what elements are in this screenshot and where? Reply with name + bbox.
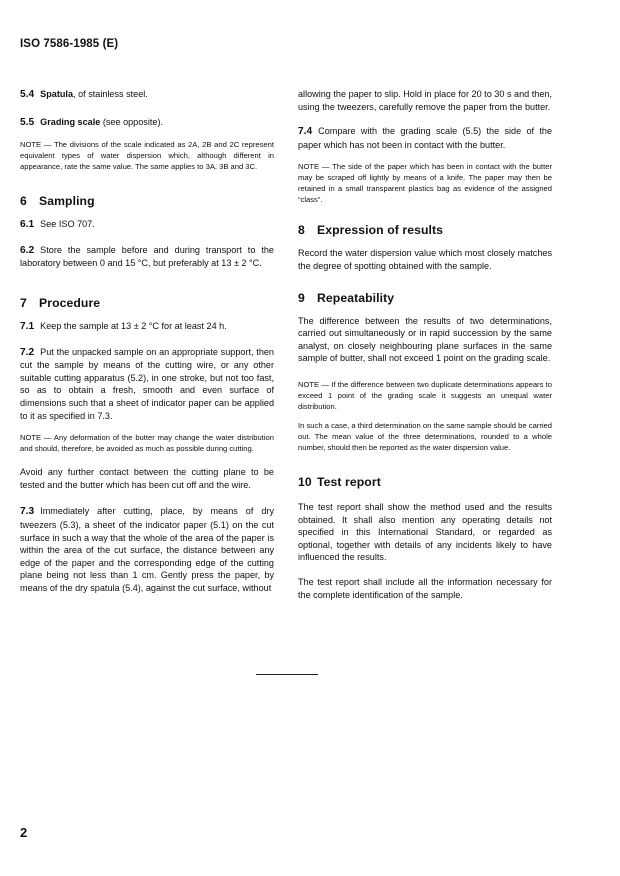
heading-expression-of-results	[298, 223, 552, 237]
heading-repeatability	[298, 291, 552, 305]
clause-5-4	[20, 88, 274, 102]
heading-title: Procedure	[39, 295, 101, 310]
clause-text: Store the sample before and during transport to the laboratory between 0 and 15 °C, but preferably at 13 ± 2 °C.	[20, 244, 274, 269]
heading-title: Repeatability	[317, 290, 395, 305]
clause-term: Grading scale	[40, 116, 101, 127]
document-standard-id: ISO 7586-1985 (E)	[20, 38, 119, 50]
clause-number: 5.4	[20, 89, 35, 100]
clause-5-5	[20, 116, 274, 130]
clause-number: 7.1	[20, 320, 35, 332]
clause-text: See ISO 707.	[40, 219, 95, 230]
note-duplicate-determinations: NOTE — If the difference between two duplicate determinations appears to exceed 1 point of the grading scale it suggests an unequal water distribution.	[298, 379, 552, 411]
heading-title: Sampling	[39, 194, 95, 209]
clause-7-4	[298, 125, 552, 151]
heading-number: 9	[298, 290, 305, 305]
clause-7-1	[20, 320, 274, 334]
clause-6-2	[20, 244, 274, 270]
footer-divider	[256, 674, 318, 675]
paragraph-repeatability: The difference between the results of two determinations, carried out simultaneously or in rapid succession by the same analyst, on closely neighbouring plane surfaces in the same sample of butter, shall not exceed 1 point on the grading scale.	[298, 315, 552, 364]
note-paper-side: NOTE — The side of the paper which has been in contact with the butter may be scraped off lightly by means of a knife. The paper may then be retained in a small transparent plastics bag as evidence of the assigned “class”.	[298, 162, 552, 205]
paragraph-avoid-contact: Avoid any further contact between the cutting plane to be tested and the butter which has been cut off and the wire.	[20, 467, 274, 490]
clause-text: , of stainless steel.	[73, 89, 148, 99]
right-column	[298, 88, 552, 601]
page-number: 2	[20, 825, 28, 840]
heading-test-report	[298, 475, 552, 489]
paragraph-test-report-contents: The test report shall show the method used and the results obtained. It shall also mention any operating details not specified in this International Standard, or regarded as optional, together with details of any incidents likely to have influenced the results.	[298, 501, 552, 563]
clause-number: 7.2	[20, 346, 35, 358]
clause-7-3-continued: allowing the paper to slip. Hold in place for 20 to 30 s and then, using the tweezers, carefully remove the paper from the butter.	[298, 89, 552, 112]
clause-number: 7.4	[298, 126, 313, 138]
heading-number: 6	[20, 194, 27, 209]
clause-7-2	[20, 346, 274, 423]
note-deformation: NOTE — Any deformation of the butter may change the water distribution and should, therefore, be avoided as much as possible during cutting.	[20, 433, 274, 454]
clause-number: 5.5	[20, 116, 35, 128]
heading-procedure	[20, 296, 274, 310]
clause-text: (see opposite).	[100, 116, 164, 127]
left-column	[20, 88, 274, 594]
heading-number: 7	[20, 295, 27, 310]
paragraph-test-report-identification: The test report shall include all the information necessary for the complete identification of the sample.	[298, 576, 552, 600]
clause-6-1	[20, 218, 274, 232]
heading-number: 8	[298, 223, 305, 238]
clause-text: Keep the sample at 13 ± 2 °C for at least 24 h.	[40, 320, 227, 331]
clause-text: Immediately after cutting, place, by means of dry tweezers (5.3), a sheet of the indicator paper (5.1) on the cut surface in such a way that the whole of the area of the paper is within the area of the cut surface, the distance between any edge of the paper and the corresponding edge of the cutting plane being not less than 1 cm. Gently press the paper, by means of the dry spatula (5.4), against the cut surface, without	[20, 506, 274, 593]
heading-title: Test report	[317, 474, 381, 489]
clause-7-3	[20, 505, 274, 594]
heading-title: Expression of results	[317, 223, 444, 238]
heading-sampling	[20, 194, 274, 208]
clause-text: Compare with the grading scale (5.5) the side of the paper which has not been in contact with the butter.	[298, 126, 552, 150]
clause-number: 7.3	[20, 506, 35, 518]
heading-number: 10	[298, 474, 312, 489]
note-scale-divisions: NOTE — The divisions of the scale indicated as 2A, 2B and 2C represent equivalent types of water dispersion which, although different in appearance, rate the same value. The same applies to 3A, 3B and 3C.	[20, 140, 274, 172]
clause-number: 6.2	[20, 244, 35, 256]
clause-text: Put the unpacked sample on an appropriate support, then cut the sample by means of the cutting wire, or any other suitable cutting apparatus (5.2), in one stroke, but not too fast, so as to obtain a fresh, smooth and even surface of dimensions such that a sheet of indicator paper can be applied to it as specified in 7.3.	[20, 346, 274, 421]
clause-number: 6.1	[20, 219, 35, 231]
paragraph-expression-of-results: Record the water dispersion value which most closely matches the degree of spotting obtained with the sample.	[298, 248, 552, 271]
note-third-determination: In such a case, a third determination on the same sample should be carried out. The mean value of the three determinations, rounded to a whole number, should then be reported as the water dispersion value.	[298, 420, 552, 452]
clause-term: Spatula	[40, 89, 74, 99]
